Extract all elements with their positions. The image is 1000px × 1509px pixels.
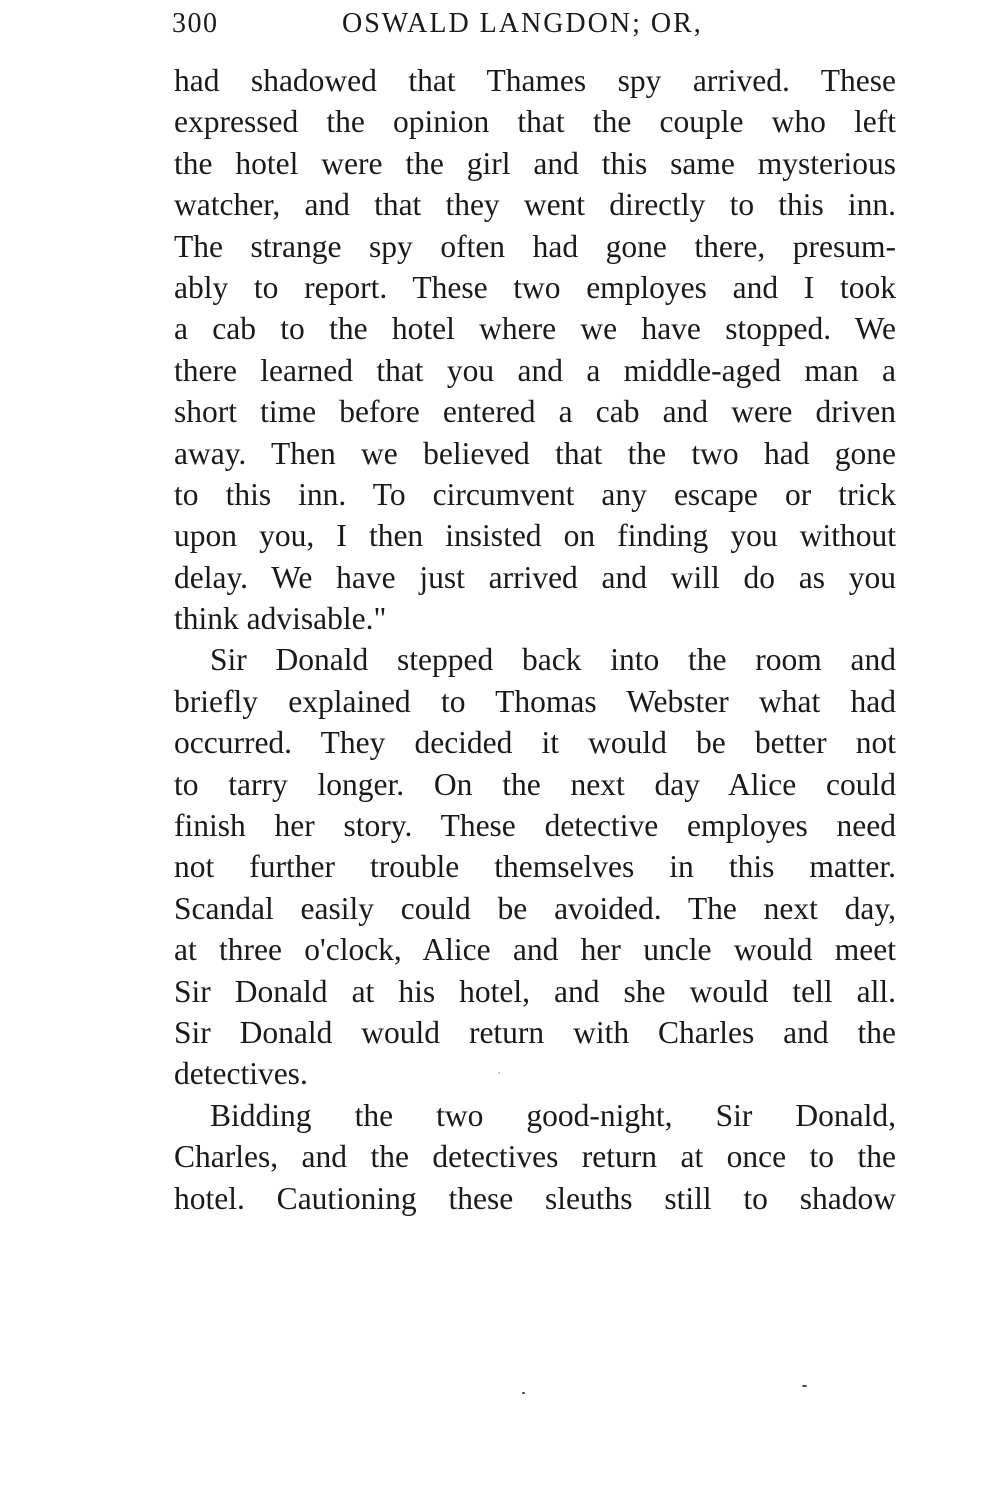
print-speck (498, 1072, 500, 1074)
text-line: Sir Donald at his hotel, and she would tell all. (174, 973, 896, 1009)
text-line: delay. We have just arrived and will do as you (174, 559, 896, 595)
running-head (172, 8, 897, 48)
text-line: had shadowed that Thames spy arrived. These (174, 63, 896, 98)
text-line: there learned that you and a middle-aged man a (174, 352, 896, 388)
body-text (174, 60, 896, 1219)
text-line: Scandal easily could be avoided. The next day, (174, 890, 896, 926)
text-line: away. Then we believed that the two had gone (174, 435, 896, 471)
text-line: finish her story. These detective employes need (174, 808, 896, 844)
text-line: hotel. Cautioning these sleuths still to shadow (174, 1180, 896, 1216)
text-line: to tarry longer. On the next day Alice could (174, 766, 896, 802)
text-line: upon you, I then insisted on finding you without (174, 518, 896, 554)
text-line: Bidding the two good-night, Sir Donald, (210, 1097, 896, 1133)
text-line: Sir Donald would return with Charles and the (174, 1014, 896, 1050)
text-line: not further trouble themselves in this matter. (174, 849, 896, 885)
text-line: the hotel were the girl and this same mysterious (174, 145, 896, 181)
text-line: Charles, and the detectives return at once to the (174, 1139, 896, 1175)
running-title: OSWALD LANGDON; OR, (342, 8, 703, 39)
text-line: watcher, and that they went directly to this inn. (174, 187, 896, 223)
print-speck (802, 1385, 807, 1387)
text-line: short time before entered a cab and were driven (174, 394, 896, 430)
text-line: Sir Donald stepped back into the room and (210, 642, 896, 678)
print-speck (522, 1392, 525, 1394)
text-line: occurred. They decided it would be better not (174, 725, 896, 761)
text-line: to this inn. To circumvent any escape or trick (174, 476, 896, 512)
page-number: 300 (172, 8, 219, 39)
text-line: at three o'clock, Alice and her uncle would meet (174, 932, 896, 968)
text-line: think advisable." (174, 601, 387, 637)
text-line: briefly explained to Thomas Webster what had (174, 683, 896, 719)
text-line: ably to report. These two employes and I took (174, 269, 896, 305)
text-line: a cab to the hotel where we have stopped. We (174, 311, 896, 347)
text-line: detectives. (174, 1056, 308, 1092)
text-line: expressed the opinion that the couple who left (174, 104, 896, 140)
text-line: The strange spy often had gone there, presum- (174, 228, 896, 264)
